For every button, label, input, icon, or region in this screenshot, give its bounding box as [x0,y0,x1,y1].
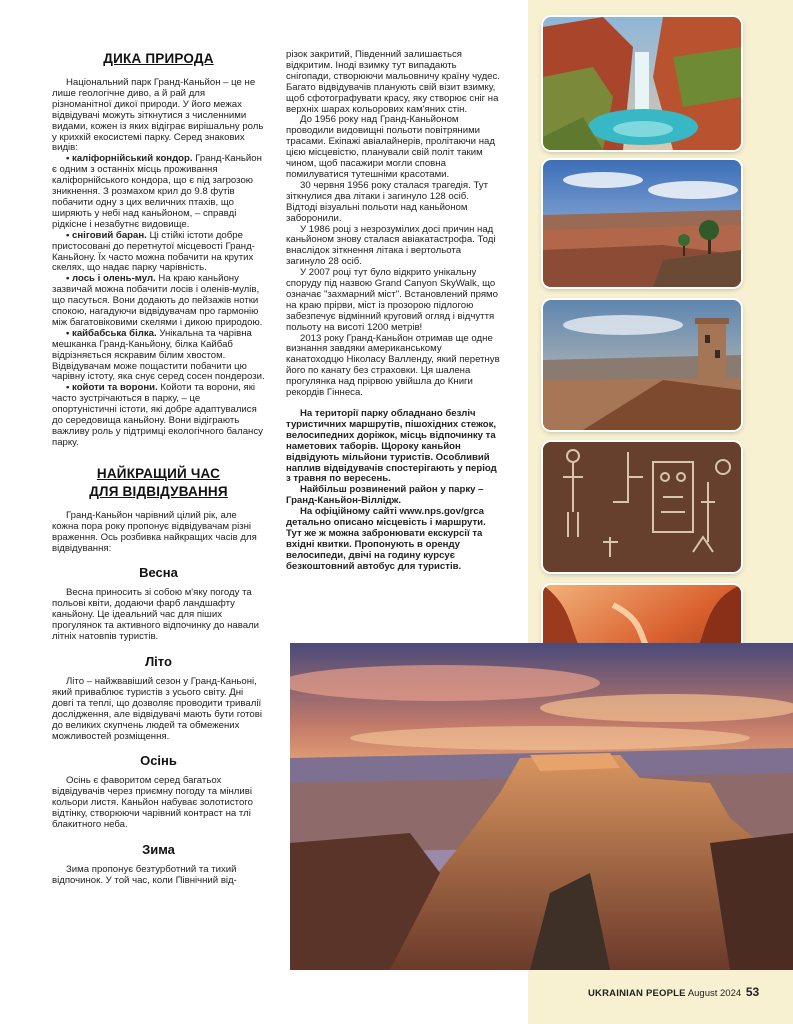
season-spring-title: Весна [139,565,178,581]
animal-elk-deer: • лось і олень-мул. На краю каньйону зазвичай можна побачити лосів і оленів-мулів, що пасуться. Вони додають до пейзажів нотки спокою, нагадуючи відвідувачам про гармонію між багатовіковими скелями і дикою природою. [52,273,263,328]
issue-date: August 2024 [687,988,742,999]
animal-coyotes-ravens: • койоти та ворони. Койоти та ворони, які часто зустрічаються в парку, – це опортуністичні істоти, які добре адаптувалися до середовища каньйону. Вони відіграють важливу роль у підтримці екологічного балансу парку. [52,382,263,448]
season-summer-title: Літо [145,653,172,669]
promo-website: На офіційному сайті www.nps.gov/grca детально описано місцевість і маршрути. Тут же ж можна забронювати екскурсії та вхідні квитки. Пропонують в оренду велосипеди, двічі на годину курсує безкоштовний автобус для туристів. [286,506,486,572]
magazine-name: UKRAINIAN PEOPLE [588,988,686,999]
season-spring-text: Весна приносить зі собою м'яку погоду та польові квіти, додаючи фарб ландшафту каньйону. Це ідеальний час для піших прогулянок та активного відпочинку до навали літніх натовпів туристів. [52,587,260,643]
flights-paragraph: До 1956 року над Гранд-Каньйоном проводили видовищні польоти повітряними трасами. Екіпажі авіалайнерів, пролітаючи над цією місцевістю, планували свій політ таким чином, щоб пасажири могли сповна помилуватися тутешніми красотами. [286,114,495,180]
photo-petroglyphs [543,442,741,572]
season-autumn-title: Осінь [140,753,177,769]
skywalk-paragraph: У 2007 році тут було відкрито унікальну споруду під назвою Grand Canyon SkyWalk, що означає "захмарний міст". Встановлений прямо на краю прірви, міст із прозорою підлогою забезпечує відмінний круговий огляд і відчуття польоту на висоті 1200 метрів! [286,267,498,333]
photo-watchtower [543,300,741,430]
guinness-paragraph: 2013 року Гранд-Каньйон отримав ще одне визнання завдяки американському канатоходцю Ніколасу Валленду, який перетнув його по канату без страховки. Ця шалена прогулянка над прірвою увійшла до Книги рекордів Гіннеса. [286,332,500,399]
tragedy-1956-paragraph: 30 червня 1956 року сталася трагедія. Тут зіткнулися два літаки і загинуло 128 осіб. Відтоді візуальні польоти над каньйоном заборонили. [286,179,488,224]
text-column-right [286,50,501,573]
heading-wildlife: ДИКА ПРИРОДА [103,51,214,66]
promo-trails: На території парку обладнано безліч туристичних маршрутів, пішохідних стежок, велосипедних доріжок, місць відпочинку та наметових таборів. Щороку каньйон відвідують мільйони туристів. Особливий наплив відвідувачів спостерігають у період з травня по вересень. [286,408,497,485]
best-time-intro: Гранд-Каньйон чарівний цілий рік, але кожна пора року пропонує відвідувачам різні враження. Ось розбивка найкращих часів для відвідування: [52,509,257,554]
crash-1986-paragraph: У 1986 році з незрозумілих досі причин над каньйоном знову сталася авіакатастрофа. Тоді внаслідок зіткнення літака і вертольота загинуло 28 осіб. [286,223,496,268]
season-summer-text: Літо – найжвавіший сезон у Гранд-Каньоні, який приваблює туристів з усього світу. Дні довгі та теплі, що дозволяє проводити тривалії дослідження, але відвідувачі мають бути готові до великих скупчень людей та обмежених можливостей розміщення. [52,675,262,742]
page-number: 53 [745,985,760,999]
text-column-left [52,50,265,887]
page-footer [588,985,768,999]
photo-grand-canyon-sunset [290,643,793,970]
season-winter-text: Зима пропонує безтурботний та тихий відпочинок. У той час, коли Північний від- [52,863,237,886]
photo-canyon-vista [543,160,741,287]
wildlife-intro: Національний парк Гранд-Каньйон – це не лише геологічне диво, а й рай для різноманітної дикої природи. У його межах відвідувачі можуть зіткнутися з численними видами, кожен із яких відіграє вирішальну роль у крихкій екосистемі парку. Серед знакових видів: [52,77,264,154]
season-autumn-text: Осінь є фаворитом серед багатьох відвідувачів через приємну погоду та мінливі кольори листя. Каньйон набуває золотистого відтінку, створюючи чарівний контраст на тлі блакитного неба. [52,775,253,831]
animal-kaibab-squirrel: • кайбабська білка. Унікальна та чарівна мешканка Гранд-Каньйону, білка Кайбаб відрізняється яскравим білим хвостом. Відвідувачам може пощастити побачити цю чарівну істоту, яка снує серед сосен пондерози. [52,327,265,383]
heading-best-time: НАЙКРАЩИЙ ЧАС ДЛЯ ВІДВІДУВАННЯ [89,465,228,499]
season-winter-title: Зима [142,841,175,857]
promo-village: Найбільш розвинений район у парку – Гранд-Каньйон-Віллідж. [286,484,484,507]
photo-waterfall [543,17,741,150]
animal-bighorn: • сніговий баран. Ці стійкі істоти добре пристосовані до перетнутої місцевості Гранд-Каньйону. Їх часто можна побачити на крутих скелях, що надає парку чарівність. [52,229,255,274]
animal-condor: • каліфорнійський кондор. Гранд-Каньйон є одним з останніх місць проживання каліфорнійського кондора, що є під загрозою зникнення. З розмахом крил до 9.8 футів побачити одну з цих величних птахів, що ширяють у небі над каньйоном, – справді рідкісне і незабутнє видовище. [52,153,262,230]
winter-continued: різок закритий, Південний залишається відкритим. Іноді взимку тут випадають снігопади, створюючи мальовничу країну чудес. Багато відвідувачів планують свій візит взимку, щоб сфотографувати красу, яку створює сніг на верхніх шарах кольорових кам'яних стін. [286,49,500,115]
